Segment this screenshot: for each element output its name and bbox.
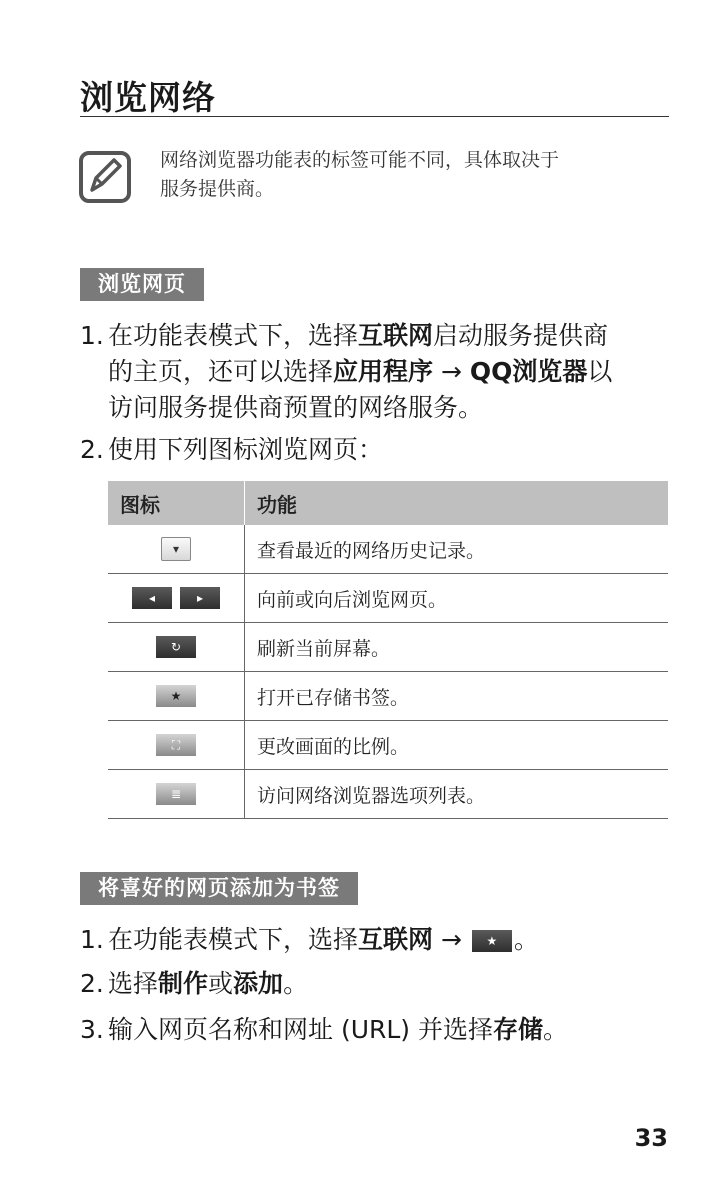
step-number: 2. [80,435,104,464]
desc-cell: 向前或向后浏览网页。 [245,574,669,623]
menu-term-create: 制作 [158,969,209,998]
table-row [108,574,668,623]
step-text: 。 [513,925,539,954]
title-divider [80,116,669,117]
menu-term-save: 存储 [493,1015,544,1044]
table-header-row [108,481,668,525]
step-2 [80,432,383,468]
step-text: 在功能表模式下，选择 [108,321,359,350]
icon-cell [108,574,245,623]
section-heading-bookmark: 将喜好的网页添加为书签 [80,872,358,905]
step-number: 2. [80,969,104,998]
step-text: 。 [283,969,309,998]
step-text: 输入网页名称和网址 (URL) 并选择 [108,1015,493,1044]
desc-cell: 查看最近的网络历史记录。 [245,525,669,574]
pencil-note-icon [78,150,132,204]
step-line [108,966,308,1002]
icon-cell [108,672,245,721]
step-line [108,1012,568,1048]
table-row [108,721,668,770]
arrow-text: → [433,357,470,386]
menu-term-add: 添加 [233,969,284,998]
step-1-line-1 [108,318,612,354]
refresh-icon: ↻ [156,636,196,658]
section-heading-browse: 浏览网页 [80,268,204,301]
bookmark-star-icon: ★ [156,685,196,707]
step-text: 。 [543,1015,569,1044]
note-line-2: 服务提供商。 [160,178,275,200]
menu-term-apps: 应用程序 [333,357,434,386]
bookmark-step-3 [80,1012,568,1048]
menu-term-qq-browser: QQ浏览器 [469,357,588,386]
icon-cell [108,770,245,819]
menu-term-internet: 互联网 [358,925,434,954]
step-number: 3. [80,1015,104,1044]
bookmark-step-1 [80,922,539,958]
step-text: 的主页，还可以选择 [108,357,334,386]
desc-cell: 刷新当前屏幕。 [245,623,669,672]
table-row [108,623,668,672]
desc-cell: 访问网络浏览器选项列表。 [245,770,669,819]
page-title: 浏览网络 [80,78,216,117]
step-1-line-3: 访问服务提供商预置的网络服务。 [108,393,484,422]
step-number: 1. [80,925,104,954]
step-line [108,922,539,958]
step-1 [80,318,612,426]
page-number: 33 [634,1124,668,1152]
note-text [160,146,650,204]
forward-icon: ▸ [180,587,220,609]
desc-cell: 更改画面的比例。 [245,721,669,770]
icon-function-table [108,481,668,819]
header-function: 功能 [245,481,669,525]
step-text: 使用下列图标浏览网页： [108,435,384,464]
table-row [108,770,668,819]
icon-cell [108,623,245,672]
options-menu-icon: ≣ [156,783,196,805]
step-text: 或 [208,969,234,998]
step-1-line-2 [108,354,612,390]
icon-cell [108,721,245,770]
bookmark-star-icon: ★ [472,930,512,952]
icon-cell [108,525,245,574]
note-line-1: 网络浏览器功能表的标签可能不同，具体取决于 [160,149,560,171]
step-text: 以 [587,357,613,386]
menu-term-internet: 互联网 [358,321,434,350]
table-row [108,672,668,721]
desc-cell: 打开已存储书签。 [245,672,669,721]
zoom-frame-icon: ⛶ [156,734,196,756]
table-row [108,525,668,574]
bookmark-step-2 [80,966,308,1002]
arrow-text: → [433,925,470,954]
dropdown-arrow-icon: ▾ [161,537,191,561]
back-icon: ◂ [132,587,172,609]
step-text: 选择 [108,969,159,998]
step-text: 在功能表模式下，选择 [108,925,359,954]
step-text: 启动服务提供商 [433,321,609,350]
header-icon: 图标 [108,481,245,525]
step-number: 1. [80,321,104,350]
